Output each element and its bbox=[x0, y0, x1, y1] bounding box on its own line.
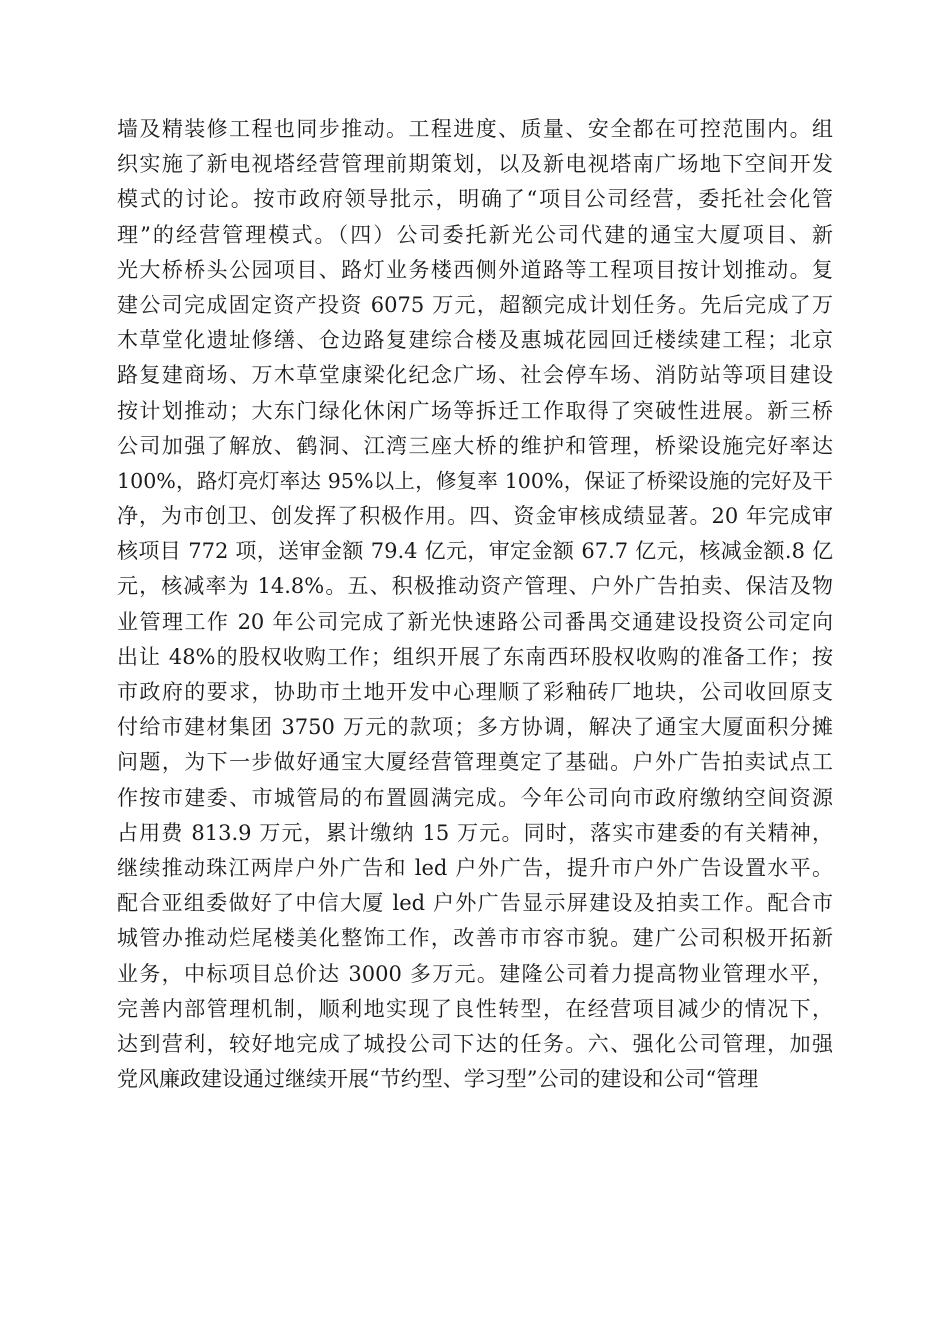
text-line: 继续推动珠江两岸户外广告和 led 户外广告，提升市户外广告设置水平。 bbox=[117, 855, 833, 880]
body-text bbox=[117, 112, 833, 1097]
text-line: 党风廉政建设通过继续开展“节约型、学习型”公司的建设和公司“管理 bbox=[117, 1067, 759, 1092]
text-line: 作按市建委、市城管局的布置圆满完成。今年公司向市政府缴纳空间资源 bbox=[117, 785, 833, 810]
text-line: 净，为市创卫、创发挥了积极作用。四、资金审核成绩显著。20 年完成审 bbox=[117, 504, 833, 529]
text-line: 墙及精装修工程也同步推动。工程进度、质量、安全都在可控范围内。组 bbox=[117, 117, 833, 141]
text-line: 市政府的要求，协助市土地开发中心理顺了彩釉砖厂地块，公司收回原支 bbox=[117, 680, 833, 704]
text-line: 建公司完成固定资产投资 6075 万元，超额完成计划任务。先后完成了万 bbox=[117, 292, 833, 317]
text-line: 达到营利，较好地完成了城投公司下达的任务。六、强化公司管理，加强 bbox=[117, 1031, 833, 1056]
text-line: 按计划推动；大东门绿化休闲广场等拆迁工作取得了突破性进展。新三桥 bbox=[117, 398, 833, 423]
text-line: 理”的经营管理模式。（四）公司委托新光公司代建的通宝大厦项目、新 bbox=[117, 222, 833, 247]
text-line: 元，核减率为 14.8%。五、积极推动资产管理、户外广告拍卖、保洁及物 bbox=[117, 574, 833, 599]
text-line: 木草堂化遗址修缮、仓边路复建综合楼及惠城花园回迁楼续建工程；北京 bbox=[117, 328, 833, 353]
text-line: 业务，中标项目总价达 3000 多万元。建隆公司着力提高物业管理水平， bbox=[117, 961, 833, 986]
text-line: 付给市建材集团 3750 万元的款项；多方协调，解决了通宝大厦面积分摊 bbox=[117, 715, 833, 740]
text-line: 城管办推动烂尾楼美化整饰工作，改善市市容市貌。建广公司积极开拓新 bbox=[117, 926, 833, 951]
text-line: 织实施了新电视塔经营管理前期策划，以及新电视塔南广场地下空间开发 bbox=[117, 152, 833, 177]
text-line: 问题，为下一步做好通宝大厦经营管理奠定了基础。户外广告拍卖试点工 bbox=[117, 750, 833, 775]
text-line: 模式的讨论。按市政府领导批示，明确了“项目公司经营，委托社会化管 bbox=[117, 187, 833, 212]
text-line: 配合亚组委做好了中信大厦 led 户外广告显示屏建设及拍卖工作。配合市 bbox=[117, 891, 833, 916]
text-line: 核项目 772 项，送审金额 79.4 亿元，审定金额 67.7 亿元，核减金额.8 亿 bbox=[117, 539, 833, 564]
text-line: 100%，路灯亮灯率达 95%以上，修复率 100%，保证了桥梁设施的完好及干 bbox=[117, 468, 833, 493]
text-line: 业管理工作 20 年公司完成了新光快速路公司番禺交通建设投资公司定向 bbox=[117, 609, 833, 634]
text-line: 路复建商场、万木草堂康梁化纪念广场、社会停车场、消防站等项目建设 bbox=[117, 363, 833, 388]
text-line: 出让 48%的股权收购工作；组织开展了东南西环股权收购的准备工作；按 bbox=[117, 644, 833, 669]
text-line: 光大桥桥头公园项目、路灯业务楼西侧外道路等工程项目按计划推动。复 bbox=[117, 257, 833, 282]
text-line: 占用费 813.9 万元，累计缴纳 15 万元。同时，落实市建委的有关精神， bbox=[117, 820, 833, 845]
text-line: 完善内部管理机制，顺利地实现了良性转型，在经营项目减少的情况下， bbox=[117, 996, 833, 1021]
text-line: 公司加强了解放、鹤洞、江湾三座大桥的维护和管理，桥梁设施完好率达 bbox=[117, 433, 833, 458]
